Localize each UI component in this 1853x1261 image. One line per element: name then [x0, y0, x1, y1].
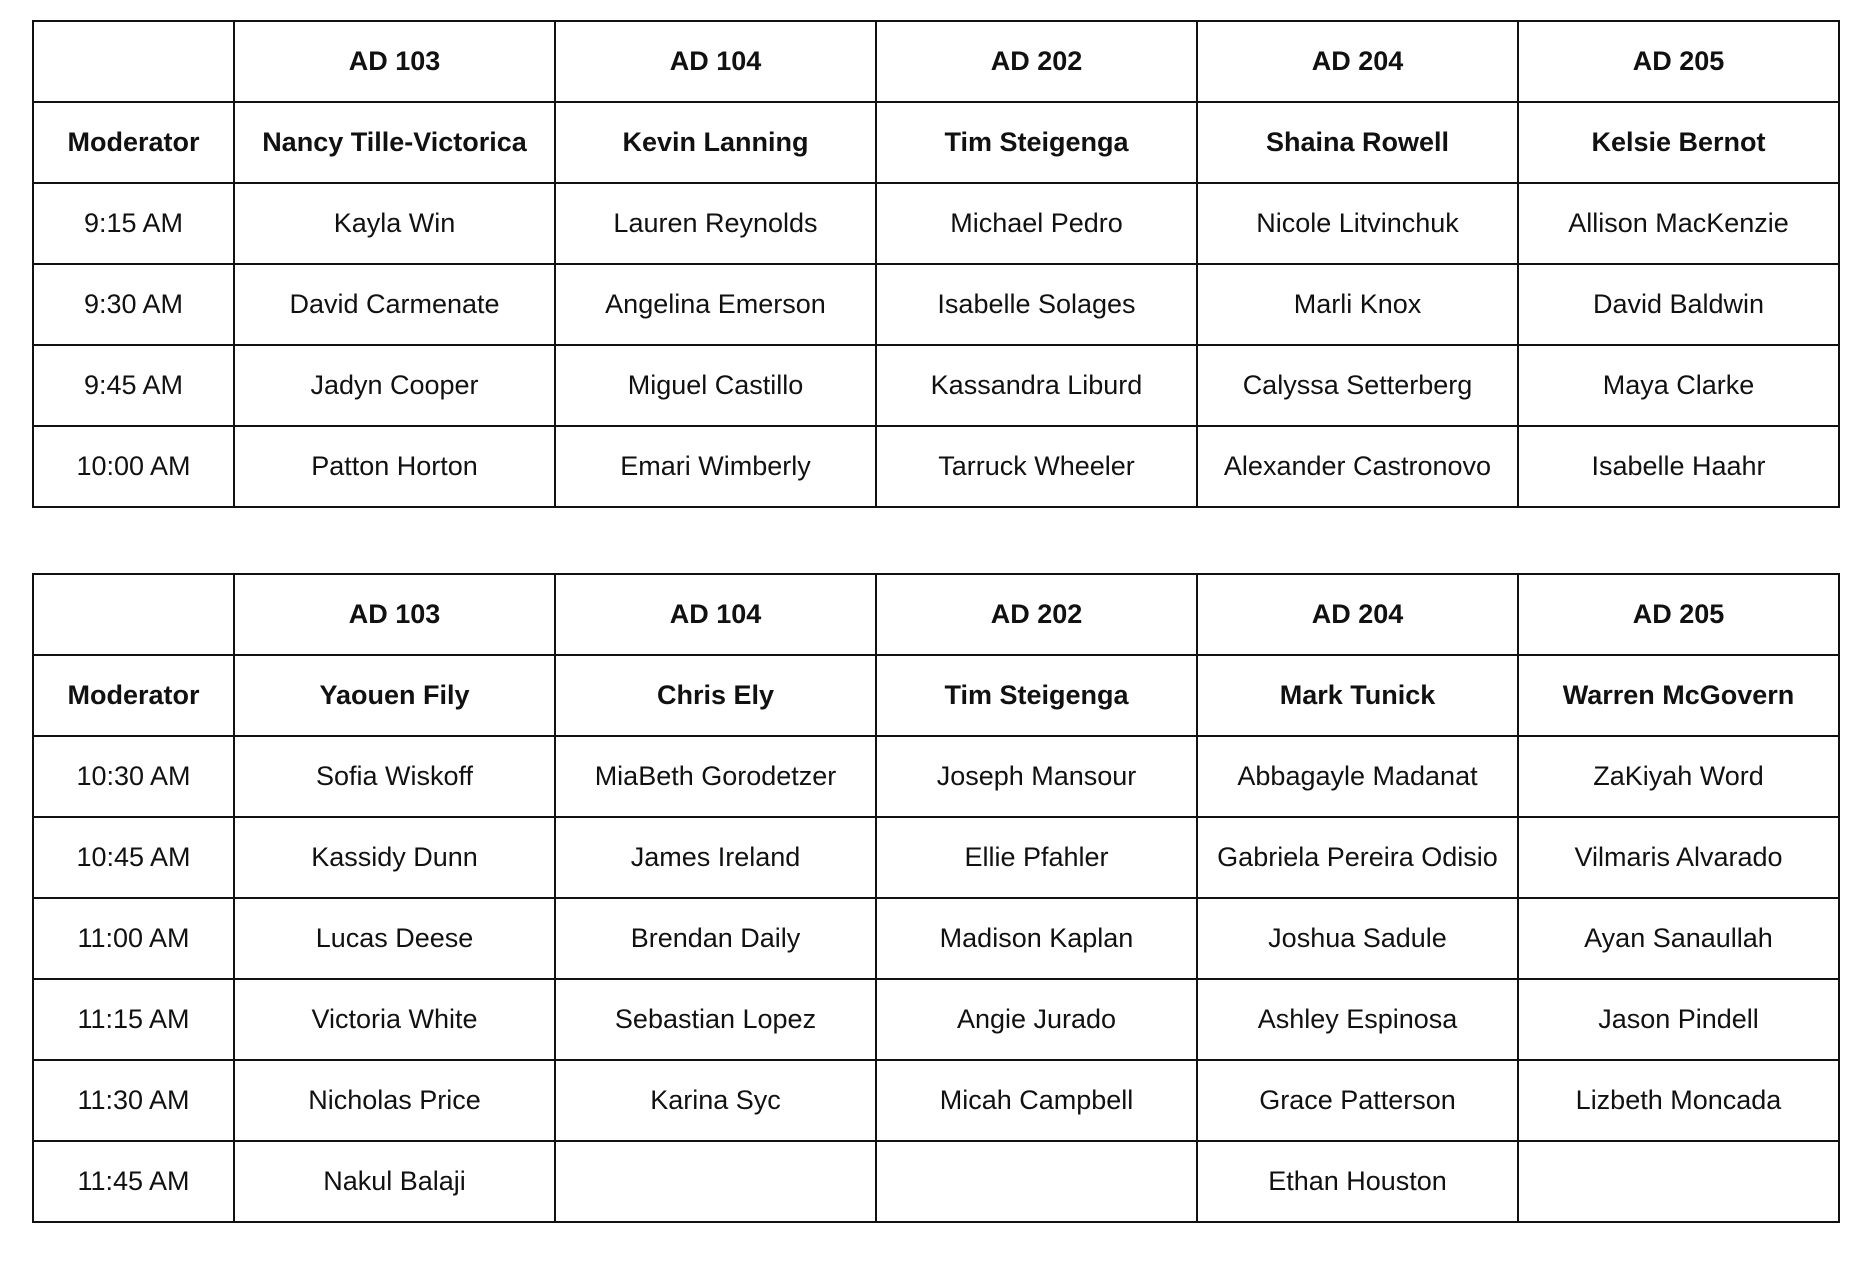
presenter-cell: Alexander Castronovo: [1197, 426, 1518, 507]
presenter-cell: [876, 1141, 1197, 1222]
presenter-cell: Angie Jurado: [876, 979, 1197, 1060]
presenter-cell: [1518, 1141, 1839, 1222]
presenter-cell: Victoria White: [234, 979, 555, 1060]
schedule-table-1: [32, 20, 1840, 508]
room-header-cell: AD 104: [555, 21, 876, 102]
presenter-cell: Brendan Daily: [555, 898, 876, 979]
presenter-cell: Jason Pindell: [1518, 979, 1839, 1060]
presenter-cell: Nicholas Price: [234, 1060, 555, 1141]
time-slot-row: [33, 1141, 1839, 1222]
presenter-cell: Allison MacKenzie: [1518, 183, 1839, 264]
presenter-cell: James Ireland: [555, 817, 876, 898]
time-slot-row: [33, 426, 1839, 507]
presenter-cell: Ethan Houston: [1197, 1141, 1518, 1222]
presenter-cell: Ayan Sanaullah: [1518, 898, 1839, 979]
moderator-row: [33, 102, 1839, 183]
moderator-label: Moderator: [33, 102, 234, 183]
presenter-cell: Kassandra Liburd: [876, 345, 1197, 426]
time-cell: 9:15 AM: [33, 183, 234, 264]
moderator-cell: Mark Tunick: [1197, 655, 1518, 736]
time-cell: 10:30 AM: [33, 736, 234, 817]
room-header-cell: AD 104: [555, 574, 876, 655]
presenter-cell: Karina Syc: [555, 1060, 876, 1141]
presenter-cell: Grace Patterson: [1197, 1060, 1518, 1141]
presenter-cell: ZaKiyah Word: [1518, 736, 1839, 817]
presenter-cell: Nakul Balaji: [234, 1141, 555, 1222]
room-header-cell: AD 103: [234, 21, 555, 102]
presenter-cell: Joseph Mansour: [876, 736, 1197, 817]
presenter-cell: Micah Campbell: [876, 1060, 1197, 1141]
time-slot-row: [33, 817, 1839, 898]
time-slot-row: [33, 183, 1839, 264]
presenter-cell: Patton Horton: [234, 426, 555, 507]
moderator-cell: Tim Steigenga: [876, 655, 1197, 736]
presenter-cell: Sofia Wiskoff: [234, 736, 555, 817]
presenter-cell: Madison Kaplan: [876, 898, 1197, 979]
room-header-cell: AD 204: [1197, 574, 1518, 655]
presenter-cell: Vilmaris Alvarado: [1518, 817, 1839, 898]
moderator-label: Moderator: [33, 655, 234, 736]
presenter-cell: Calyssa Setterberg: [1197, 345, 1518, 426]
time-slot-row: [33, 1060, 1839, 1141]
moderator-row: [33, 655, 1839, 736]
presenter-cell: Isabelle Haahr: [1518, 426, 1839, 507]
presenter-cell: Nicole Litvinchuk: [1197, 183, 1518, 264]
presenter-cell: Lucas Deese: [234, 898, 555, 979]
presenter-cell: Tarruck Wheeler: [876, 426, 1197, 507]
time-slot-row: [33, 736, 1839, 817]
moderator-cell: Kevin Lanning: [555, 102, 876, 183]
time-cell: 10:00 AM: [33, 426, 234, 507]
presenter-cell: Kayla Win: [234, 183, 555, 264]
presenter-cell: Marli Knox: [1197, 264, 1518, 345]
presenter-cell: Emari Wimberly: [555, 426, 876, 507]
moderator-cell: Chris Ely: [555, 655, 876, 736]
presenter-cell: David Carmenate: [234, 264, 555, 345]
time-slot-row: [33, 345, 1839, 426]
time-slot-row: [33, 979, 1839, 1060]
presenter-cell: Ellie Pfahler: [876, 817, 1197, 898]
presenter-cell: Abbagayle Madanat: [1197, 736, 1518, 817]
time-cell: 11:15 AM: [33, 979, 234, 1060]
room-header-cell: AD 205: [1518, 21, 1839, 102]
time-cell: 11:00 AM: [33, 898, 234, 979]
moderator-cell: Nancy Tille-Victorica: [234, 102, 555, 183]
presenter-cell: Sebastian Lopez: [555, 979, 876, 1060]
corner-cell: [33, 574, 234, 655]
presenter-cell: Joshua Sadule: [1197, 898, 1518, 979]
moderator-cell: Kelsie Bernot: [1518, 102, 1839, 183]
moderator-cell: Yaouen Fily: [234, 655, 555, 736]
time-slot-row: [33, 898, 1839, 979]
room-header-cell: AD 202: [876, 21, 1197, 102]
moderator-cell: Tim Steigenga: [876, 102, 1197, 183]
room-header-cell: AD 205: [1518, 574, 1839, 655]
room-header-cell: AD 202: [876, 574, 1197, 655]
presenter-cell: Maya Clarke: [1518, 345, 1839, 426]
presenter-cell: Kassidy Dunn: [234, 817, 555, 898]
time-cell: 11:45 AM: [33, 1141, 234, 1222]
moderator-cell: Warren McGovern: [1518, 655, 1839, 736]
presenter-cell: Ashley Espinosa: [1197, 979, 1518, 1060]
time-cell: 11:30 AM: [33, 1060, 234, 1141]
time-cell: 9:45 AM: [33, 345, 234, 426]
presenter-cell: Isabelle Solages: [876, 264, 1197, 345]
presenter-cell: Lauren Reynolds: [555, 183, 876, 264]
presenter-cell: Michael Pedro: [876, 183, 1197, 264]
room-header-cell: AD 103: [234, 574, 555, 655]
moderator-cell: Shaina Rowell: [1197, 102, 1518, 183]
room-header-row: [33, 21, 1839, 102]
presenter-cell: Jadyn Cooper: [234, 345, 555, 426]
time-cell: 9:30 AM: [33, 264, 234, 345]
presenter-cell: Gabriela Pereira Odisio: [1197, 817, 1518, 898]
presenter-cell: David Baldwin: [1518, 264, 1839, 345]
presenter-cell: [555, 1141, 876, 1222]
schedule-table-2: [32, 573, 1840, 1223]
presenter-cell: MiaBeth Gorodetzer: [555, 736, 876, 817]
presenter-cell: Angelina Emerson: [555, 264, 876, 345]
time-cell: 10:45 AM: [33, 817, 234, 898]
presenter-cell: Miguel Castillo: [555, 345, 876, 426]
corner-cell: [33, 21, 234, 102]
room-header-row: [33, 574, 1839, 655]
room-header-cell: AD 204: [1197, 21, 1518, 102]
time-slot-row: [33, 264, 1839, 345]
presenter-cell: Lizbeth Moncada: [1518, 1060, 1839, 1141]
